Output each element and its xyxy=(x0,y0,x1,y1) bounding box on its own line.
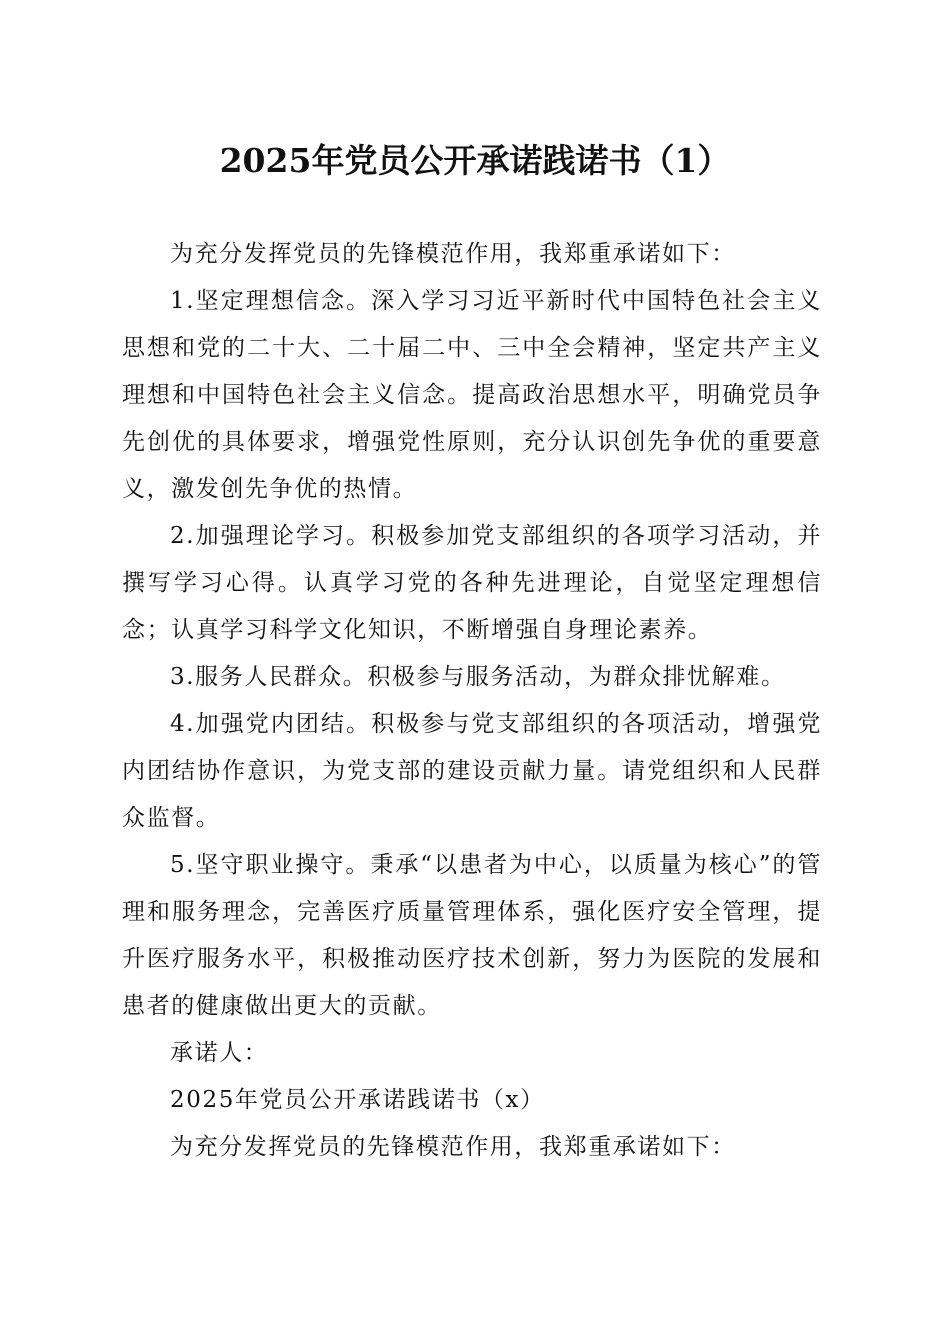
intro-paragraph: 为充分发挥党员的先锋模范作用，我郑重承诺如下： xyxy=(170,241,736,267)
pledge-item-3: 3.服务人民群众。积极参与服务活动，为群众排忧解难。 xyxy=(170,664,786,690)
document-body xyxy=(122,231,822,1171)
signature-line: 承诺人： xyxy=(170,1040,269,1066)
document-title: 2025年党员公开承诺践诺书（1） xyxy=(219,141,731,180)
pledge-item-4: 4.加强党内团结。积极参与党支部组织的各项活动，增强党内团结协作意识，为党支部的建设贡献力量。请党组织和人民群众监督。 xyxy=(122,711,822,831)
next-intro-paragraph: 为充分发挥党员的先锋模范作用，我郑重承诺如下： xyxy=(170,1134,736,1160)
pledge-item-1: 1.坚定理想信念。深入学习习近平新时代中国特色社会主义思想和党的二十大、二十届二中、三中全会精神，坚定共产主义理想和中国特色社会主义信念。提高政治思想水平，明确党员争先创优的具体要求，增强党性原则，充分认识创先争优的重要意义，激发创先争优的热情。 xyxy=(122,288,822,502)
pledge-item-5: 5.坚守职业操守。秉承“以患者为中心，以质量为核心”的管理和服务理念，完善医疗质量管理体系，强化医疗安全管理，提升医疗服务水平，积极推动医疗技术创新，努力为医院的发展和患者的健康做出更大的贡献。 xyxy=(122,852,822,1019)
pledge-item-2: 2.加强理论学习。积极参加党支部组织的各项学习活动，并撰写学习心得。认真学习党的各种先进理论，自觉坚定理想信念；认真学习科学文化知识，不断增强自身理论素养。 xyxy=(122,523,822,643)
next-document-title: 2025年党员公开承诺践诺书（x） xyxy=(170,1087,545,1113)
